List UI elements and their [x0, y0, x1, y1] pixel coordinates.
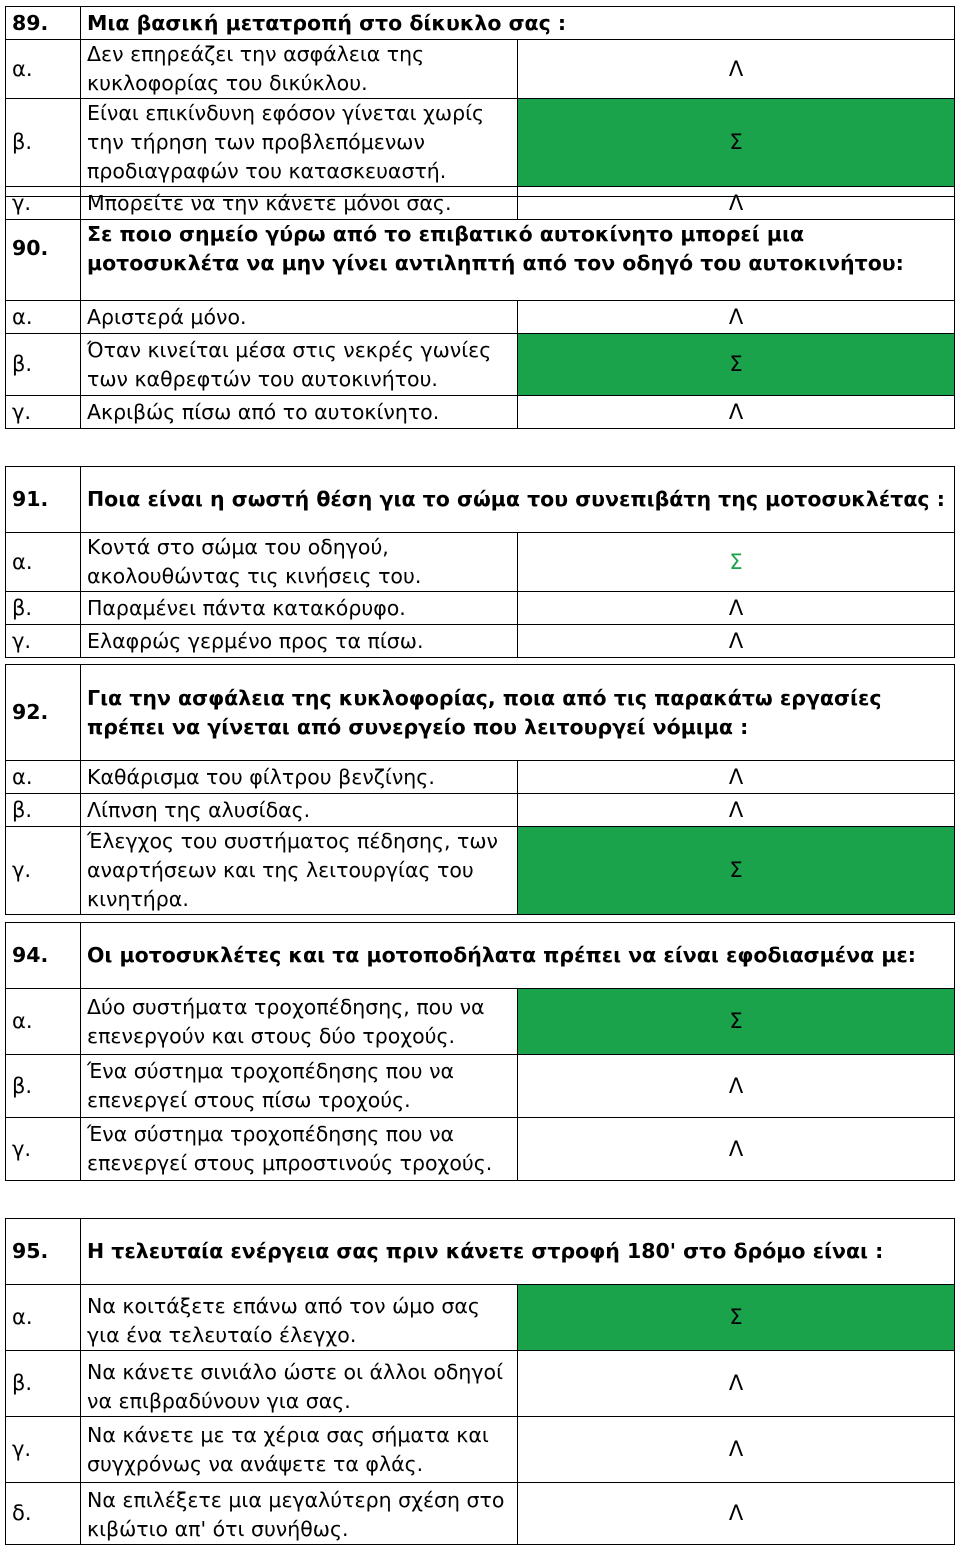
option-letter: α. [6, 1285, 81, 1351]
question-text: Οι μοτοσυκλέτες και τα μοτοποδήλατα πρέπει να είναι εφοδιασμένα με: [81, 923, 955, 989]
option-letter: β. [6, 1055, 81, 1118]
answer-cell: Λ [518, 592, 955, 625]
question-table [5, 466, 955, 658]
option-row[interactable] [6, 396, 955, 429]
option-text: Ένα σύστημα τροχοπέδησης που να επενεργεί στους μπροστινούς τροχούς. [81, 1118, 518, 1181]
option-letter: α. [6, 533, 81, 592]
option-letter: α. [6, 761, 81, 794]
question-90 [5, 196, 955, 429]
option-letter: γ. [6, 1417, 81, 1483]
question-table [5, 922, 955, 1181]
option-row[interactable] [6, 99, 955, 187]
option-text: Δεν επηρεάζει την ασφάλεια της κυκλοφορίας του δικύκλου. [81, 40, 518, 99]
option-text: Είναι επικίνδυνη εφόσον γίνεται χωρίς την τήρηση των προβλεπόμενων προδιαγραφών του κατασκευαστή. [81, 99, 518, 187]
question-89 [5, 6, 955, 220]
option-row[interactable] [6, 1417, 955, 1483]
option-letter: α. [6, 40, 81, 99]
question-table [5, 196, 955, 429]
option-letter: γ. [6, 187, 81, 220]
question-number: 91. [6, 467, 81, 533]
option-letter: δ. [6, 1483, 81, 1545]
option-letter: β. [6, 1351, 81, 1417]
question-table [5, 1218, 955, 1545]
option-row[interactable] [6, 1055, 955, 1118]
question-number: 89. [6, 7, 81, 40]
option-letter: γ. [6, 625, 81, 658]
option-letter: β. [6, 794, 81, 827]
answer-cell: Λ [518, 301, 955, 334]
question-number: 94. [6, 923, 81, 989]
question-text: Σε ποιο σημείο γύρω από το επιβατικό αυτοκίνητο μπορεί μια μοτοσυκλέτα να μην γίνει αντιληπτή από τον οδηγό του αυτοκινήτου: [81, 197, 955, 301]
option-row[interactable] [6, 533, 955, 592]
option-text: Ένα σύστημα τροχοπέδησης που να επενεργεί στους πίσω τροχούς. [81, 1055, 518, 1118]
option-row[interactable] [6, 40, 955, 99]
answer-cell-correct: Σ [518, 827, 955, 915]
answer-cell: Λ [518, 1417, 955, 1483]
answer-cell: Λ [518, 761, 955, 794]
option-text: Αριστερά μόνο. [81, 301, 518, 334]
option-text: Δύο συστήματα τροχοπέδησης, που να επενεργούν και στους δύο τροχούς. [81, 989, 518, 1055]
answer-cell: Λ [518, 794, 955, 827]
question-text: Μια βασική μετατροπή στο δίκυκλο σας : [81, 7, 955, 40]
answer-cell-correct: Σ [518, 533, 955, 592]
question-table [5, 664, 955, 915]
option-row[interactable] [6, 761, 955, 794]
question-text: Η τελευταία ενέργεια σας πριν κάνετε στροφή 180' στο δρόμο είναι : [81, 1219, 955, 1285]
option-row[interactable] [6, 794, 955, 827]
question-92 [5, 664, 955, 915]
option-text: Να κάνετε σινιάλο ώστε οι άλλοι οδηγοί να επιβραδύνουν για σας. [81, 1351, 518, 1417]
answer-cell: Λ [518, 1351, 955, 1417]
answer-cell: Λ [518, 187, 955, 220]
question-95 [5, 1218, 955, 1545]
option-letter: β. [6, 99, 81, 187]
option-letter: γ. [6, 827, 81, 915]
question-number: 95. [6, 1219, 81, 1285]
answer-cell: Λ [518, 625, 955, 658]
option-row[interactable] [6, 301, 955, 334]
option-row[interactable] [6, 1285, 955, 1351]
option-text: Καθάρισμα του φίλτρου βενζίνης. [81, 761, 518, 794]
option-text: Κοντά στο σώμα του οδηγού, ακολουθώντας τις κινήσεις του. [81, 533, 518, 592]
option-text: Ακριβώς πίσω από το αυτοκίνητο. [81, 396, 518, 429]
option-text: Παραμένει πάντα κατακόρυφο. [81, 592, 518, 625]
option-text: Να κάνετε με τα χέρια σας σήματα και συγχρόνως να ανάψετε τα φλάς. [81, 1417, 518, 1483]
option-row[interactable] [6, 827, 955, 915]
option-row[interactable] [6, 1351, 955, 1417]
option-text: Μπορείτε να την κάνετε μόνοι σας. [81, 187, 518, 220]
question-94 [5, 922, 955, 1181]
answer-cell: Λ [518, 1483, 955, 1545]
option-row[interactable] [6, 334, 955, 396]
answer-cell-correct: Σ [518, 99, 955, 187]
answer-cell: Λ [518, 1118, 955, 1181]
option-row[interactable] [6, 625, 955, 658]
option-text: Όταν κινείται μέσα στις νεκρές γωνίες των καθρεφτών του αυτοκινήτου. [81, 334, 518, 396]
option-letter: γ. [6, 1118, 81, 1181]
option-row[interactable] [6, 1118, 955, 1181]
question-number: 92. [6, 665, 81, 761]
question-table [5, 6, 955, 220]
answer-cell: Λ [518, 1055, 955, 1118]
question-91 [5, 466, 955, 658]
option-text: Να κοιτάξετε επάνω από τον ώμο σας για ένα τελευταίο έλεγχο. [81, 1285, 518, 1351]
option-letter: β. [6, 334, 81, 396]
option-letter: β. [6, 592, 81, 625]
question-text: Ποια είναι η σωστή θέση για το σώμα του συνεπιβάτη της μοτοσυκλέτας : [81, 467, 955, 533]
answer-cell-correct: Σ [518, 989, 955, 1055]
answer-cell: Λ [518, 396, 955, 429]
option-letter: α. [6, 989, 81, 1055]
option-row[interactable] [6, 989, 955, 1055]
option-text: Ελαφρώς γερμένο προς τα πίσω. [81, 625, 518, 658]
question-text: Για την ασφάλεια της κυκλοφορίας, ποια από τις παρακάτω εργασίες πρέπει να γίνεται από συνεργείο που λειτουργεί νόμιμα : [81, 665, 955, 761]
option-text: Να επιλέξετε μια μεγαλύτερη σχέση στο κιβώτιο απ' ότι συνήθως. [81, 1483, 518, 1545]
answer-cell-correct: Σ [518, 334, 955, 396]
answer-cell: Λ [518, 40, 955, 99]
option-letter: γ. [6, 396, 81, 429]
option-text: Έλεγχος του συστήματος πέδησης, των αναρτήσεων και της λειτουργίας του κινητήρα. [81, 827, 518, 915]
option-letter: α. [6, 301, 81, 334]
option-row[interactable] [6, 592, 955, 625]
answer-cell-correct: Σ [518, 1285, 955, 1351]
option-row[interactable] [6, 1483, 955, 1545]
question-number: 90. [6, 197, 81, 301]
option-text: Λίπνση της αλυσίδας. [81, 794, 518, 827]
